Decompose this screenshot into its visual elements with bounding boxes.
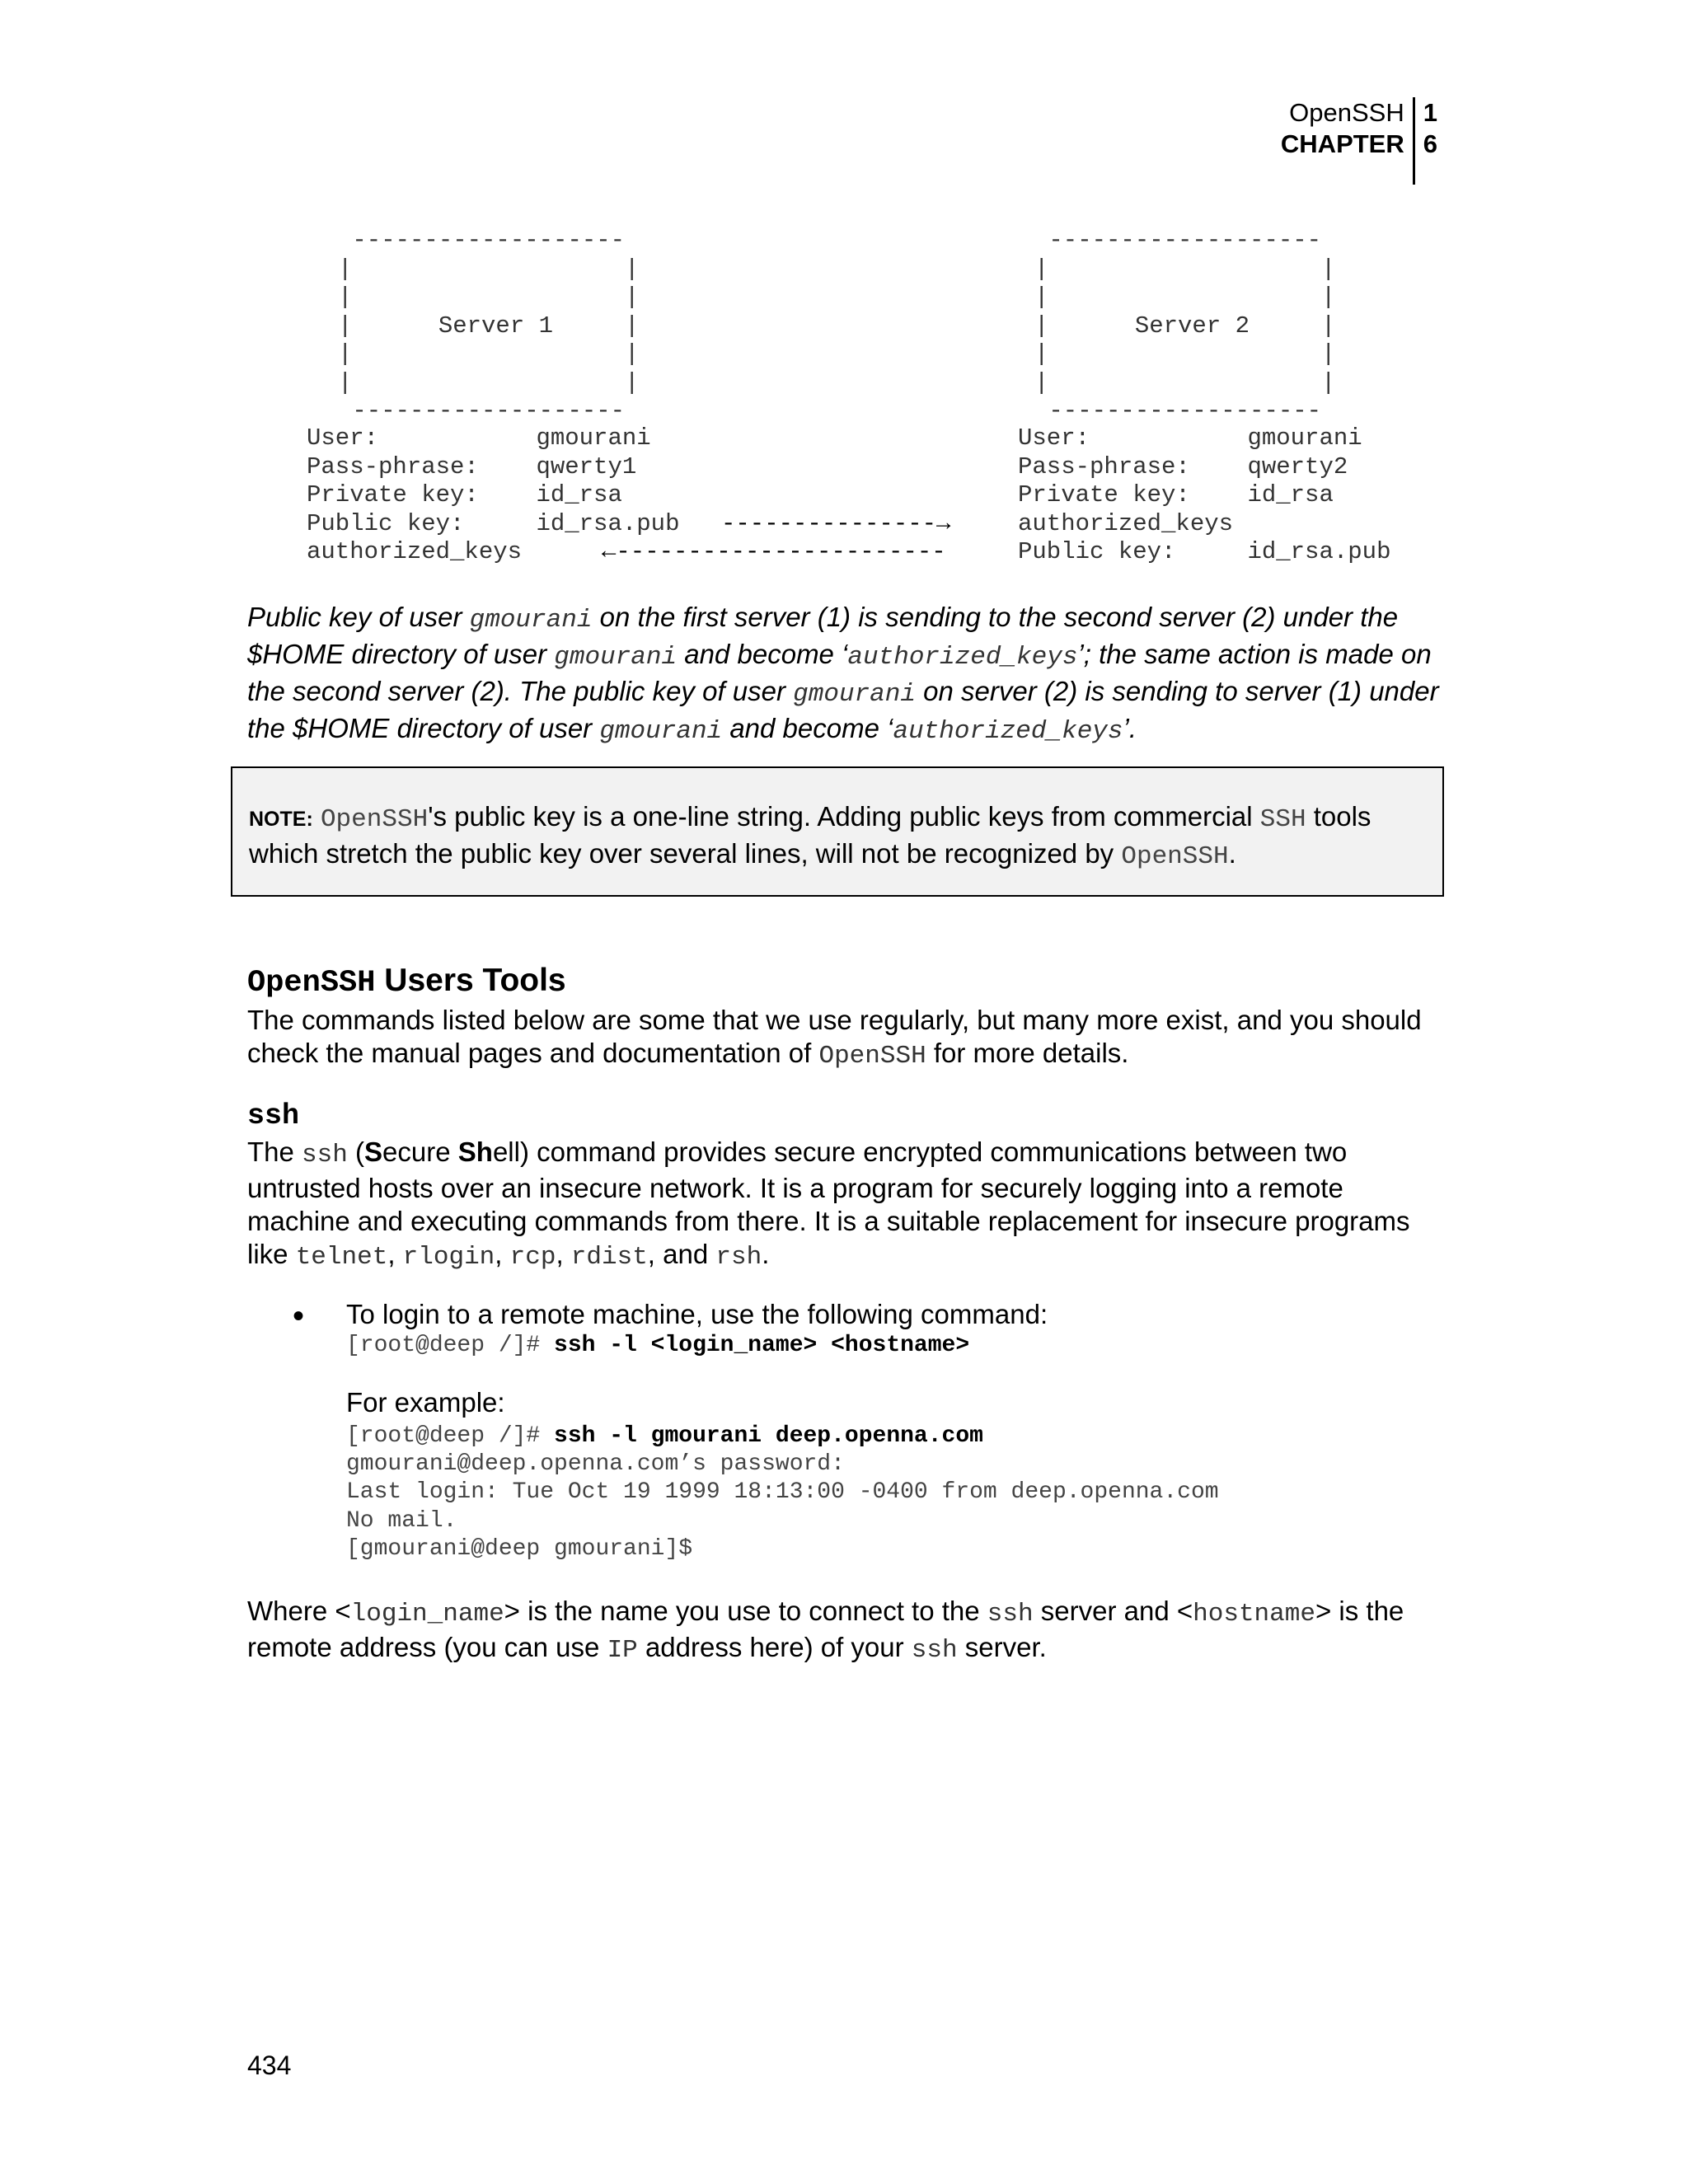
header-chapter-digit-1: 1 (1423, 98, 1437, 127)
server1-info: User: gmourani Pass-phrase: qwerty1 Private key: id_rsa Public key: id_rsa.pub authorized_keys (307, 424, 680, 565)
ssh-heading: ssh (247, 1099, 300, 1132)
for-example-label: For example: (346, 1387, 505, 1418)
header-title: OpenSSH (1289, 98, 1404, 127)
note-label: NOTE: (249, 808, 313, 831)
header-chapter-label: CHAPTER (1280, 129, 1404, 158)
server1-box: ------------------- | | | | | Server 1 | | | | | ------------------- (338, 227, 640, 424)
ssh-description: The ssh (Secure Shell) command provides secure encrypted communications between two untrusted hosts over an insecure network. It is a program for securely logging into a remote machine and executing commands from there. It is a suitable replacement for insecure programs like telnet, rlogin, rcp, rdist, and rsh. (247, 1137, 1410, 1272)
diagram-caption: Public key of user gmourani on the first server (1) is sending to the second server (2) under the $HOME directory of user gmourani and become ‘authorized_keys’; the same action is made on the second server (2). The public key of user gmourani on server (2) is sending to server (1) under the $HOME directory of user gmourani and become ‘authorized_keys’. (247, 602, 1439, 746)
login-command: [root@deep /]# ssh -l <login_name> <hostname> (346, 1333, 970, 1358)
server2-info: User: gmourani Pass-phrase: qwerty2 Private key: id_rsa authorized_keys Public key: id_rsa.pub (1018, 424, 1391, 565)
arrow-left: ←----------------------- (602, 538, 946, 565)
server-key-diagram (0, 227, 1688, 581)
note-box: NOTE: OpenSSH's public key is a one-line string. Adding public keys from commercial SSH tools which stretch the public key over several lines, will not be recognized by OpenSSH. (231, 766, 1444, 897)
server2-box: ------------------- | | | | | Server 2 | | | | | ------------------- (1034, 227, 1336, 424)
example-output: gmourani@deep.openna.com’s password: Last login: Tue Oct 19 1999 18:13:00 -0400 from deep.openna.com No mail. [gmourani@deep gmourani]$ (346, 1451, 1219, 1562)
example-command: [root@deep /]# ssh -l gmourani deep.openna.com (346, 1423, 983, 1449)
header-chapter-number (1415, 97, 1437, 185)
section-heading: OpenSSH Users Tools (247, 963, 566, 1001)
header-chapter-digit-2: 6 (1423, 129, 1437, 158)
page-number: 434 (247, 2050, 292, 2080)
section-intro: The commands listed below are some that we use regularly, but many more exist, and you should check the manual pages and documentation of OpenSSH for more details. (247, 1005, 1422, 1071)
header-titles (1281, 97, 1415, 185)
bullet-marker: • (293, 1298, 305, 1334)
bullet-text: To login to a remote machine, use the following command: (346, 1299, 1048, 1329)
arrow-right: ---------------→ (721, 509, 951, 537)
where-paragraph: Where <login_name> is the name you use to connect to the ssh server and <hostname> is the remote address (you can use IP address here) of your ssh server. (247, 1596, 1404, 1665)
page-header (1281, 97, 1437, 185)
